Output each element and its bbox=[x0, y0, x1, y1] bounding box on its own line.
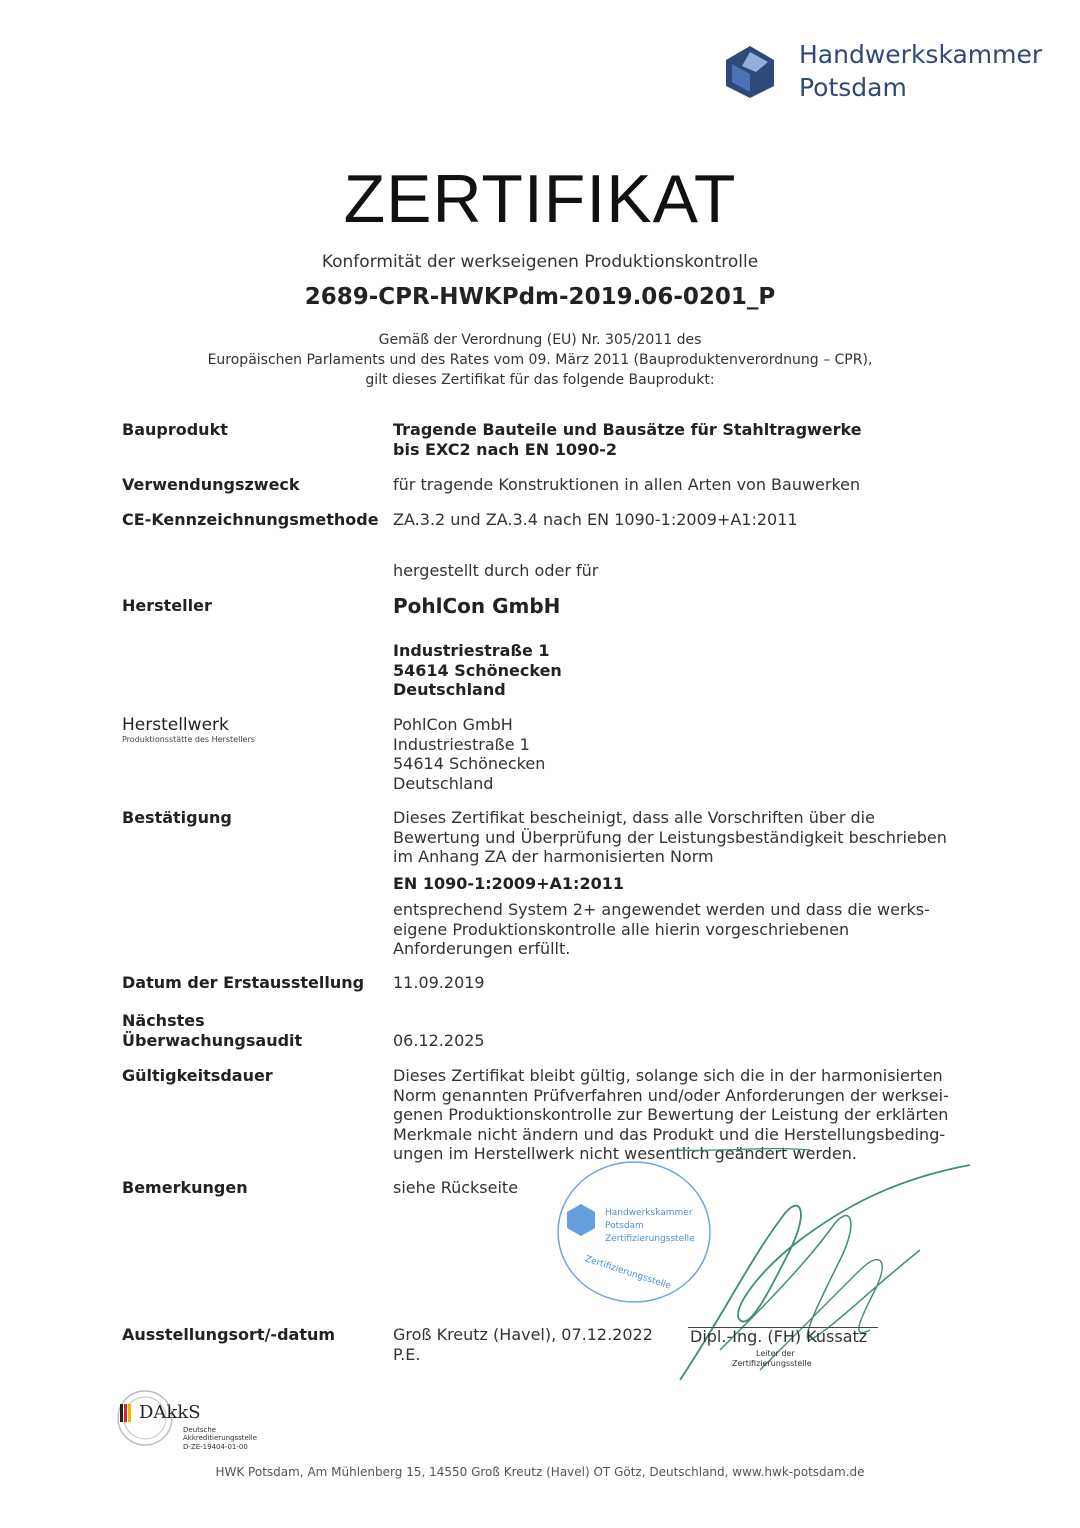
value-line: Groß Kreutz (Havel), 07.12.2022 bbox=[393, 1325, 653, 1344]
value-line: 54614 Schönecken bbox=[393, 754, 546, 773]
value-line: Dieses Zertifikat bescheinigt, dass alle Vorschriften über die bbox=[393, 808, 875, 827]
label-line: Überwachungsaudit bbox=[122, 1031, 303, 1050]
value-line: Dieses Zertifikat bleibt gültig, solange sich die in der harmonisierten bbox=[393, 1066, 943, 1085]
dakks-line2: Akkreditierungsstelle bbox=[183, 1434, 258, 1442]
hwk-logo-icon bbox=[722, 44, 778, 100]
intro-line: gilt dieses Zertifikat für das folgende Bauprodukt: bbox=[365, 372, 715, 388]
value-line: Anforderungen erfüllt. bbox=[393, 939, 571, 958]
label-bauprodukt: Bauprodukt bbox=[122, 420, 228, 439]
label-herstellwerk: Herstellwerk bbox=[122, 715, 229, 735]
value-line: ungen im Herstellwerk nicht wesentlich geändert werden. bbox=[393, 1144, 857, 1163]
value-line: genen Produktionskontrolle zur Bewertung der Leistung der erklärten bbox=[393, 1105, 949, 1124]
value-bauprodukt bbox=[393, 420, 953, 459]
value-line: Tragende Bauteile und Bausätze für Stahltragwerke bbox=[393, 420, 862, 439]
value-line: Merkmale nicht ändern und das Produkt und die Herstellungsbeding- bbox=[393, 1124, 946, 1144]
stamp-arc-text: Zertifizierungsstelle bbox=[583, 1254, 673, 1292]
dakks-line3: D-ZE-19404-01-00 bbox=[183, 1443, 248, 1451]
signatory-role-1: Leiter der bbox=[756, 1349, 795, 1358]
label-ausstellung: Ausstellungsort/-datum bbox=[122, 1325, 336, 1344]
value-line: eigene Produktionskontrolle alle hierin vorgeschriebenen bbox=[393, 919, 850, 939]
sublabel-herstellwerk: Produktionsstätte des Herstellers bbox=[122, 735, 255, 744]
manufacturer-name: PohlCon GmbH bbox=[393, 594, 561, 618]
value-line: Norm genannten Prüfverfahren und/oder Anforderungen der werksei- bbox=[393, 1085, 949, 1105]
label-bemerkungen: Bemerkungen bbox=[122, 1178, 248, 1197]
value-line: Deutschland bbox=[393, 773, 494, 793]
value-line: Bewertung und Überprüfung der Leistungsbeständigkeit beschrieben bbox=[393, 827, 947, 847]
certificate-number: 2689-CPR-HWKPdm-2019.06-0201_P bbox=[304, 284, 776, 310]
label-verwendungszweck: Verwendungszweck bbox=[122, 475, 300, 494]
label-naechstes-audit bbox=[122, 1011, 382, 1051]
value-line: entsprechend System 2+ angewendet werden und dass die werks- bbox=[393, 900, 930, 919]
value-ce-kennzeichnung: ZA.3.2 und ZA.3.4 nach EN 1090-1:2009+A1:2011 bbox=[393, 510, 798, 529]
intro-text bbox=[120, 330, 960, 390]
label-datum-erstausstellung: Datum der Erstausstellung bbox=[122, 973, 365, 992]
value-bestaetigung-text2 bbox=[393, 900, 953, 959]
issuer-name-line2: Potsdam bbox=[799, 73, 907, 102]
document-title: ZERTIFIKAT bbox=[343, 161, 737, 237]
address-line: Industriestraße 1 bbox=[393, 641, 550, 660]
value-line: P.E. bbox=[393, 1344, 421, 1364]
intro-line: Europäischen Parlaments und des Rates vom 09. März 2011 (Bauproduktenverordnung – CPR), bbox=[207, 352, 873, 368]
value-line: bis EXC2 nach EN 1090-2 bbox=[393, 439, 617, 459]
address-line: 54614 Schönecken bbox=[393, 660, 562, 680]
dakks-name: DAkkS bbox=[139, 1402, 201, 1423]
value-bestaetigung-norm: EN 1090-1:2009+A1:2011 bbox=[393, 874, 624, 893]
value-datum-erstausstellung: 11.09.2019 bbox=[393, 973, 485, 992]
value-herstellwerk bbox=[393, 715, 953, 793]
stamp-line1: Handwerkskammer bbox=[605, 1208, 693, 1218]
value-bestaetigung-text1 bbox=[393, 808, 953, 867]
label-ce-kennzeichnung: CE-Kennzeichnungsmethode bbox=[122, 510, 379, 529]
hergestellt-text: hergestellt durch oder für bbox=[393, 561, 599, 580]
label-hersteller: Hersteller bbox=[122, 596, 212, 615]
value-line: im Anhang ZA der harmonisierten Norm bbox=[393, 847, 714, 866]
signatory-name: Dipl.-Ing. (FH) Kussatz bbox=[690, 1327, 868, 1346]
label-line: Nächstes bbox=[122, 1011, 205, 1030]
dakks-logo bbox=[115, 1388, 285, 1454]
manufacturer-address bbox=[393, 641, 953, 700]
dakks-line1: Deutsche bbox=[183, 1426, 217, 1434]
signature-image bbox=[660, 1140, 980, 1400]
value-verwendungszweck: für tragende Konstruktionen in allen Arten von Bauwerken bbox=[393, 475, 861, 494]
label-gueltigkeitsdauer: Gültigkeitsdauer bbox=[122, 1066, 273, 1085]
address-line: Deutschland bbox=[393, 680, 506, 699]
value-naechstes-audit: 06.12.2025 bbox=[393, 1031, 485, 1050]
issuer-logo bbox=[722, 42, 1042, 104]
stamp-line3: Zertifizierungsstelle bbox=[605, 1234, 695, 1244]
document-subtitle: Konformität der werkseigenen Produktionskontrolle bbox=[321, 252, 759, 272]
issuer-name-line1: Handwerkskammer bbox=[799, 40, 1043, 69]
footer-address: HWK Potsdam, Am Mühlenberg 15, 14550 Groß Kreutz (Havel) OT Götz, Deutschland, www.hwk-potsdam.de bbox=[215, 1465, 865, 1479]
label-bestaetigung: Bestätigung bbox=[122, 808, 232, 827]
value-line: PohlCon GmbH bbox=[393, 715, 513, 734]
value-bemerkungen: siehe Rückseite bbox=[393, 1178, 519, 1197]
value-line: Industriestraße 1 bbox=[393, 734, 530, 754]
intro-line: Gemäß der Verordnung (EU) Nr. 305/2011 des bbox=[378, 332, 702, 348]
stamp-line2: Potsdam bbox=[605, 1221, 644, 1231]
value-ausstellung bbox=[393, 1325, 673, 1364]
signatory-role-2: Zertifizierungsstelle bbox=[732, 1359, 812, 1368]
